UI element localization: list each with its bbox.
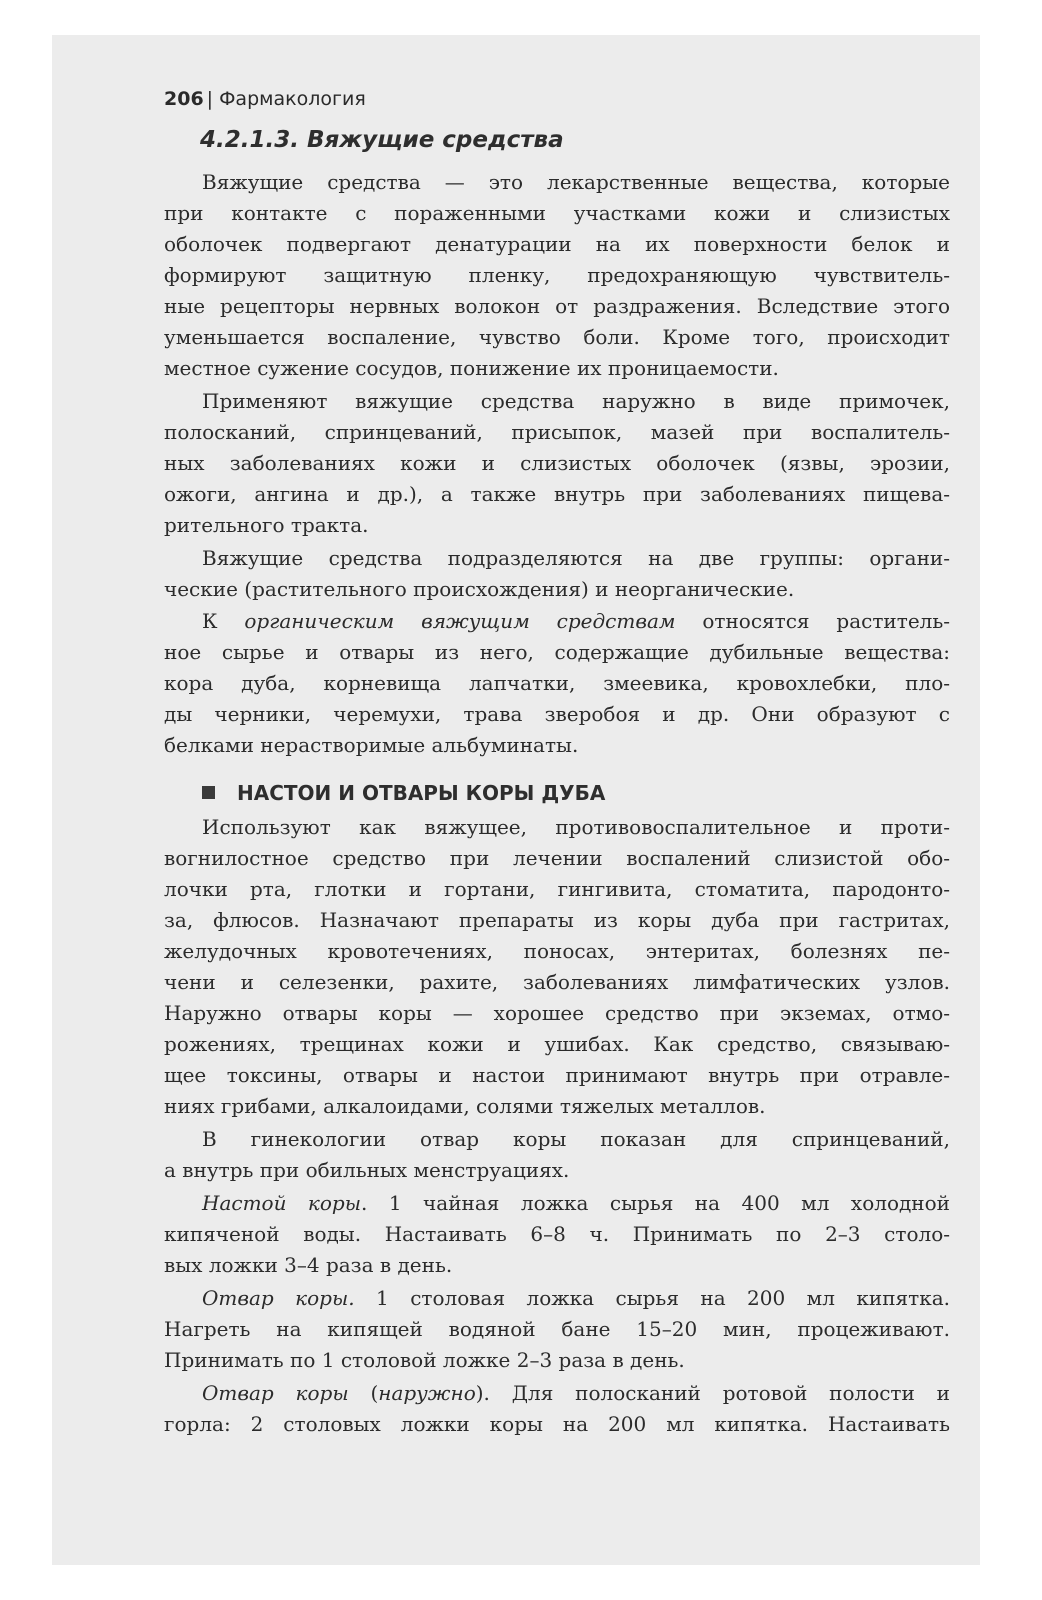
section-title: 4.2.1.3. Вяжущие средства <box>200 127 564 153</box>
text-run: К <box>202 609 245 633</box>
text-run: полосканий, спринцеваний, присыпок, мазей при воспалитель- <box>164 420 950 444</box>
text-line <box>164 417 950 447</box>
text-line <box>202 167 950 197</box>
text-line <box>202 1283 950 1313</box>
text-line <box>164 322 950 352</box>
text-run: ( <box>348 1381 379 1405</box>
text-line <box>164 1314 950 1344</box>
text-line <box>164 229 950 259</box>
text-line <box>164 936 950 966</box>
text-run: белками нерастворимые альбуминаты. <box>164 733 579 757</box>
text-run: горла: 2 столовых ложки коры на 200 мл кипятка. Настаивать <box>164 1412 950 1436</box>
text-line <box>164 967 950 997</box>
text-run: кора дуба, корневища лапчатки, змеевика, кровохлебки, пло- <box>164 671 950 695</box>
text-run: относятся раститель- <box>675 609 951 633</box>
text-run: оболочек подвергают денатурации на их поверхности белок и <box>164 232 950 256</box>
italic-term: Отвар коры. <box>202 1286 355 1310</box>
text-line <box>164 479 950 509</box>
text-run: при контакте с пораженными участками кожи и слизистых <box>164 201 950 225</box>
text-run: Вяжущие средства — это лекарственные вещества, которые <box>202 170 950 194</box>
italic-term: наружно <box>378 1381 476 1405</box>
text-run: щее токсины, отвары и настои принимают внутрь при отравле- <box>164 1063 950 1087</box>
text-run: Наружно отвары коры — хорошее средство при экземах, отмо- <box>164 1001 950 1025</box>
text-run: желудочных кровотечениях, поносах, энтеритах, болезнях пе- <box>164 939 950 963</box>
subsection-heading <box>202 781 605 805</box>
text-run: ные рецепторы нервных волокон от раздражения. Вследствие этого <box>164 294 950 318</box>
text-line <box>164 574 950 604</box>
text-run: вых ложки 3–4 раза в день. <box>164 1253 453 1277</box>
text-run: кипяченой воды. Настаивать 6–8 ч. Принимать по 2–3 столо- <box>164 1222 950 1246</box>
text-line <box>164 637 950 667</box>
text-line <box>164 198 950 228</box>
text-run: вогнилостное средство при лечении воспалений слизистой обо- <box>164 846 950 870</box>
text-run: ное сырье и отвары из него, содержащие дубильные вещества: <box>164 640 950 664</box>
text-line <box>164 730 950 760</box>
text-run: ). Для полосканий ротовой полости и <box>475 1381 950 1405</box>
text-line <box>202 606 950 636</box>
text-run: Используют как вяжущее, противовоспалительное и проти- <box>202 815 950 839</box>
text-run: чени и селезенки, рахите, заболеваниях лимфатических узлов. <box>164 970 950 994</box>
text-line <box>164 1219 950 1249</box>
text-line <box>202 1124 950 1154</box>
text-run: . 1 чайная ложка сырья на 400 мл холодной <box>361 1191 951 1215</box>
text-run: уменьшается воспаление, чувство боли. Кроме того, происходит <box>164 325 950 349</box>
text-line <box>164 874 950 904</box>
italic-term: органическим вяжущим средствам <box>244 609 676 633</box>
text-run: ды черники, черемухи, трава зверобоя и др. Они образуют с <box>164 702 950 726</box>
text-line <box>164 1060 950 1090</box>
header-separator: | <box>206 88 214 110</box>
text-line <box>202 1188 950 1218</box>
italic-term: Настой коры <box>202 1191 362 1215</box>
text-line <box>164 448 950 478</box>
page-number: 206 <box>164 88 204 110</box>
text-line <box>164 1091 950 1121</box>
text-run: Применяют вяжущие средства наружно в виде примочек, <box>202 389 950 413</box>
book-title: Фармакология <box>219 88 366 110</box>
text-run: рительного тракта. <box>164 513 369 537</box>
text-run: Принимать по 1 столовой ложке 2–3 раза в день. <box>164 1348 685 1372</box>
text-line <box>202 1378 950 1408</box>
text-line <box>164 843 950 873</box>
text-line <box>164 1155 950 1185</box>
text-line <box>164 291 950 321</box>
text-run: а внутрь при обильных менструациях. <box>164 1158 570 1182</box>
italic-term: Отвар коры <box>202 1381 349 1405</box>
text-line <box>164 260 950 290</box>
text-run: местное сужение сосудов, понижение их проницаемости. <box>164 356 779 380</box>
text-line <box>202 812 950 842</box>
text-line <box>164 905 950 935</box>
text-run: лочки рта, глотки и гортани, гингивита, стоматита, пародонто- <box>164 877 950 901</box>
text-line <box>164 699 950 729</box>
text-line <box>164 1029 950 1059</box>
text-line <box>202 386 950 416</box>
text-line <box>164 1409 950 1439</box>
text-line <box>202 543 950 573</box>
text-run: Вяжущие средства подразделяются на две группы: органи- <box>202 546 950 570</box>
text-line <box>164 1250 950 1280</box>
text-line <box>164 998 950 1028</box>
subsection-title: НАСТОИ И ОТВАРЫ КОРЫ ДУБА <box>237 781 606 805</box>
text-run: рожениях, трещинах кожи и ушибах. Как средство, связываю- <box>164 1032 950 1056</box>
text-run: Нагреть на кипящей водяной бане 15–20 мин, процеживают. <box>164 1317 950 1341</box>
text-run: формируют защитную пленку, предохраняющую чувствитель- <box>164 263 950 287</box>
text-line <box>164 353 950 383</box>
text-run: ниях грибами, алкалоидами, солями тяжелых металлов. <box>164 1094 766 1118</box>
text-line <box>164 668 950 698</box>
running-header <box>164 88 366 110</box>
text-run: ческие (растительного происхождения) и неорганические. <box>164 577 795 601</box>
text-run: ных заболеваниях кожи и слизистых оболочек (язвы, эрозии, <box>164 451 950 475</box>
text-run: за, флюсов. Назначают препараты из коры дуба при гастритах, <box>164 908 950 932</box>
text-run: 1 столовая ложка сырья на 200 мл кипятка. <box>354 1286 950 1310</box>
text-line <box>164 1345 950 1375</box>
text-run: ожоги, ангина и др.), а также внутрь при заболеваниях пищева- <box>164 482 950 506</box>
square-bullet-icon <box>202 786 215 799</box>
text-run: В гинекологии отвар коры показан для спринцеваний, <box>202 1127 950 1151</box>
text-line <box>164 510 950 540</box>
